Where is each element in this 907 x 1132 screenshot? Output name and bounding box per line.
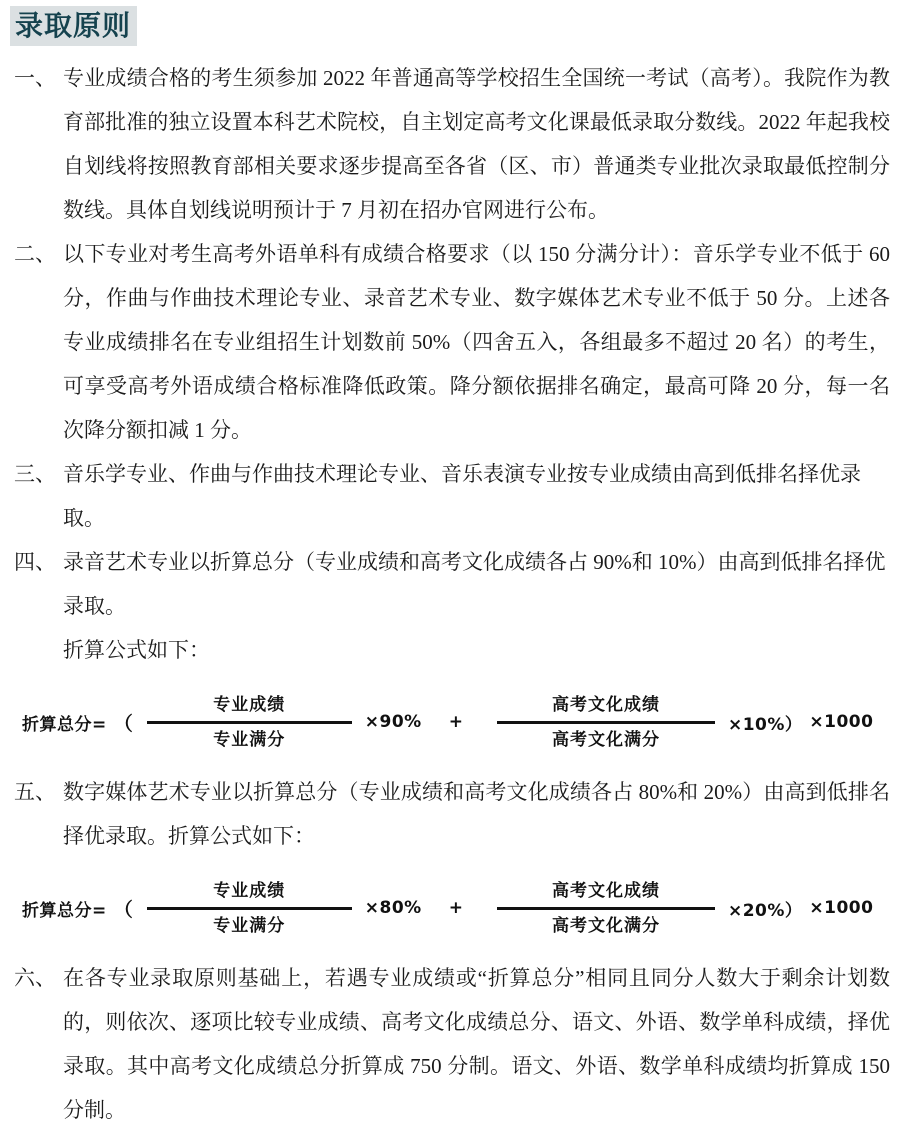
formula-operator-2: +	[448, 898, 463, 918]
list-marker-3: 三、	[14, 462, 56, 486]
list-item-2	[0, 232, 907, 452]
formula-block-1	[0, 678, 907, 766]
formula-scale-1: ×1000	[809, 712, 874, 732]
formula-row-2	[0, 864, 873, 952]
formula-denominator-1b: 高考文化满分	[551, 729, 660, 750]
formula-row-1	[0, 678, 873, 766]
list-item-1	[0, 56, 907, 232]
page-title-container	[10, 6, 137, 46]
formula-fraction-2a	[147, 878, 352, 939]
list-marker-1: 一、	[14, 66, 56, 90]
page-title: 录取原则	[10, 6, 137, 46]
list-paragraph-2: 以下专业对考生高考外语单科有成绩合格要求（以 150 分满分计）：音乐学专业不低于 60 分，作曲与作曲技术理论专业、录音艺术专业、数字媒体艺术专业不低于 50 分。上述各专业成绩排名在专业组招生计划数前 50%（四舍五入，各组最多不超过 20 名）的考生，可享受高考外语成绩合格标准降低政策。降分额依据排名确定，最高可降 20 分，每一名次降分额扣减 1 分。	[63, 242, 890, 442]
formula-numerator-1b: 高考文化成绩	[551, 694, 660, 715]
list-item-6	[0, 956, 907, 1132]
list-paragraph-1: 专业成绩合格的考生须参加 2022 年普通高等学校招生全国统一考试（高考）。我院作为教育部批准的独立设置本科艺术院校，自主划定高考文化课最低录取分数线。2022 年起我校自划线将按照教育部相关要求逐步提高至各省（区、市）普通类专业批次录取最低控制分数线。具体自划线说明预计于 7 月初在招办官网进行公布。	[63, 66, 890, 222]
formula-intro-4: 折算公式如下：	[63, 638, 210, 662]
formula-weight-1a: ×90%	[364, 712, 422, 732]
formula-fraction-2b	[497, 878, 715, 939]
formula-weight-2a: ×80%	[364, 898, 422, 918]
formula-numerator-2a: 专业成绩	[213, 880, 286, 901]
fraction-bar-icon	[497, 721, 715, 724]
formula-denominator-2b: 高考文化满分	[551, 915, 660, 936]
document-body	[0, 56, 907, 1132]
formula-open-paren-1: （	[113, 712, 133, 735]
list-marker-2: 二、	[14, 242, 56, 266]
formula-weight-1b: ×10%）	[727, 714, 803, 735]
formula-open-paren-2: （	[113, 898, 133, 921]
formula-numerator-2b: 高考文化成绩	[551, 880, 660, 901]
formula-numerator-1a: 专业成绩	[213, 694, 286, 715]
fraction-bar-icon	[497, 907, 715, 910]
list-paragraph-4: 录音艺术专业以折算总分（专业成绩和高考文化成绩各占 90%和 10%）由高到低排名择优录取。	[63, 550, 886, 618]
formula-fraction-1b	[497, 692, 715, 753]
formula-denominator-1a: 专业满分	[213, 729, 286, 750]
fraction-bar-icon	[147, 721, 352, 724]
list-paragraph-5: 数字媒体艺术专业以折算总分（专业成绩和高考文化成绩各占 80%和 20%）由高到低排名择优录取。折算公式如下：	[63, 780, 890, 848]
list-item-3	[0, 452, 907, 540]
fraction-bar-icon	[147, 907, 352, 910]
formula-denominator-2a: 专业满分	[213, 915, 286, 936]
list-marker-4: 四、	[14, 550, 56, 574]
list-item-4	[0, 540, 907, 672]
formula-weight-2b: ×20%）	[727, 900, 803, 921]
formula-scale-2: ×1000	[809, 898, 874, 918]
formula-label-1: 折算总分=	[22, 714, 107, 735]
list-marker-6: 六、	[14, 966, 56, 990]
list-paragraph-6: 在各专业录取原则基础上，若遇专业成绩或“折算总分”相同且同分人数大于剩余计划数的，则依次、逐项比较专业成绩、高考文化成绩总分、语文、外语、数学单科成绩，择优录取。其中高考文化成绩总分折算成 750 分制。语文、外语、数学单科成绩均折算成 150 分制。	[63, 966, 890, 1122]
formula-operator-1: +	[448, 712, 463, 732]
list-marker-5: 五、	[14, 780, 56, 804]
list-paragraph-3: 音乐学专业、作曲与作曲技术理论专业、音乐表演专业按专业成绩由高到低排名择优录取。	[63, 462, 861, 530]
formula-label-2: 折算总分=	[22, 900, 107, 921]
list-item-5	[0, 770, 907, 858]
formula-fraction-1a	[147, 692, 352, 753]
formula-block-2	[0, 864, 907, 952]
